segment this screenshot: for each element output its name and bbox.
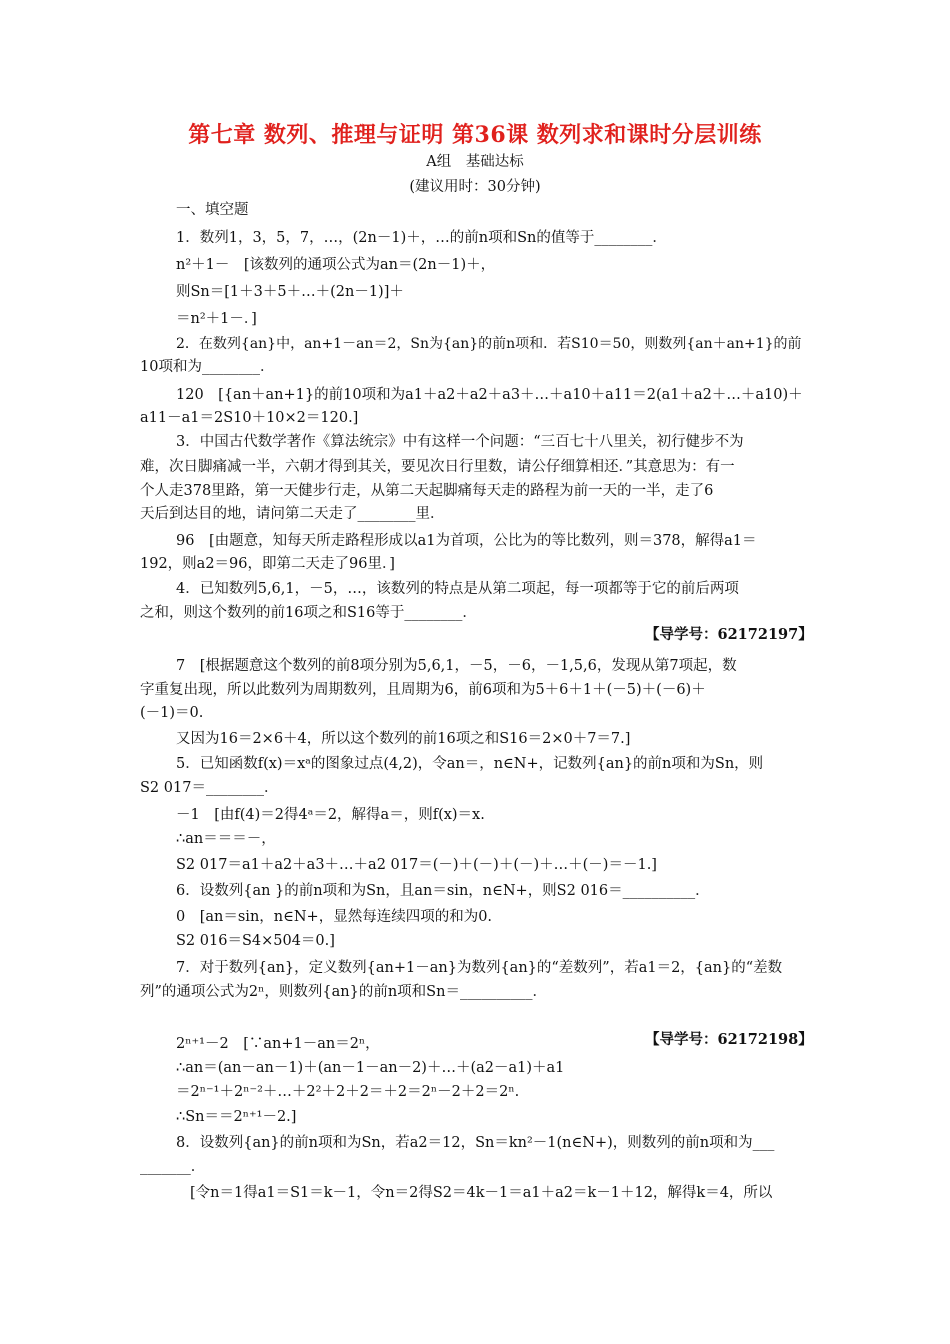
page-title: 第七章 数列、推理与证明 第36课 数列求和课时分层训练	[188, 122, 762, 148]
text-line: 3．中国古代数学著作《算法统宗》中有这样一个问题：“三百七十八里关，初行健步不为	[176, 434, 744, 450]
text-line: (－1)＝0.	[140, 705, 204, 721]
text-line: ＝n²＋1－．]	[176, 311, 257, 327]
text-line: 192，则a2＝96，即第二天走了96里．]	[140, 556, 395, 572]
text-line: ∴an＝(an－an－1)＋(an－1－an－2)＋…＋(a2－a1)＋a1	[176, 1060, 565, 1076]
text-line: 10项和为________．	[140, 359, 275, 375]
text-line: 2ⁿ⁺¹－2 [∵an+1－an＝2ⁿ，	[176, 1036, 380, 1052]
text-line: 0 [an＝sin，n∈N+，显然每连续四项的和为0.	[176, 909, 493, 925]
text-line: n²＋1－ [该数列的通项公式为an＝(2n－1)＋，	[176, 257, 496, 273]
reference-number: 【导学号：62172197】	[645, 626, 813, 643]
text-line: 1．数列1，3，5，7，…，(2n－1)＋，…的前n项和Sn的值等于________．	[176, 230, 667, 246]
text-line: 4．已知数列5,6,1，－5，…，该数列的特点是从第二项起，每一项都等于它的前后两项	[176, 581, 739, 597]
text-line: 2．在数列{an}中，an+1－an＝2，Sn为{an}的前n项和．若S10＝50，则数列{an＋an+1}的前	[176, 336, 802, 352]
text-line: _______．	[140, 1159, 206, 1175]
text-line: S2 017＝a1＋a2＋a3＋…＋a2 017＝(－)＋(－)＋(－)＋…＋(－)＝－1.]	[176, 857, 657, 873]
text-line: ∴an＝＝＝－，	[176, 831, 276, 847]
text-line: ＝2ⁿ⁻¹＋2ⁿ⁻²＋…＋2²＋2＋2＝＋2＝2ⁿ－2＋2＝2ⁿ.	[176, 1084, 520, 1100]
text-line: [令n＝1得a1＝S1＝k－1，令n＝2得S2＝4k－1＝a1＋a2＝k－1＋12，解得k＝4，所以	[190, 1185, 773, 1201]
text-line: S2 017＝________．	[140, 780, 279, 796]
text-line: 7 [根据题意这个数列的前8项分别为5,6,1，－5，－6，－1,5,6，发现从第7项起，数	[176, 658, 737, 674]
text-line: 7．对于数列{an}，定义数列{an+1－an}为数列{an}的“差数列”，若a1＝2，{an}的“差数	[176, 960, 783, 976]
text-line: ∴Sn＝＝2ⁿ⁺¹－2.]	[176, 1109, 297, 1125]
text-line: 120 [{an＋an+1}的前10项和为a1＋a2＋a2＋a3＋…＋a10＋a11＝2(a1＋a2＋…＋a10)＋	[176, 387, 803, 403]
text-line: 难，次日脚痛减一半，六朝才得到其关，要见次日行里数，请公仔细算相还．”其意思为：有一	[140, 459, 735, 475]
text-line: 5．已知函数f(x)＝xᵃ的图象过点(4,2)，令an＝，n∈N+，记数列{an}的前n项和为Sn，则	[176, 756, 764, 772]
group-heading: A组 基础达标	[426, 154, 524, 170]
text-line: 则Sn＝[1＋3＋5＋…＋(2n－1)]＋	[176, 284, 404, 300]
time-note: (建议用时：30分钟)	[409, 179, 541, 195]
text-line: 96 [由题意，知每天所走路程形成以a1为首项，公比为的等比数列，则＝378，解得a1＝	[176, 533, 757, 549]
text-line: 又因为16＝2×6＋4，所以这个数列的前16项之和S16＝2×0＋7＝7.]	[176, 731, 631, 747]
text-line: 字重复出现，所以此数列为周期数列，且周期为6，前6项和为5＋6＋1＋(－5)＋(－6)＋	[140, 682, 706, 698]
text-line: 之和，则这个数列的前16项之和S16等于________．	[140, 605, 477, 621]
text-line: －1 [由f(4)＝2得4ᵃ＝2，解得a＝，则f(x)＝x.	[176, 807, 485, 823]
text-line: 一、填空题	[176, 202, 249, 218]
text-line: 8．设数列{an}的前n项和为Sn，若a2＝12，Sn＝kn²－1(n∈N+)，则数列的前n项和为___	[176, 1135, 775, 1151]
text-line: a11－a1＝2S10＋10×2＝120.]	[140, 410, 359, 426]
text-line: S2 016＝S4×504＝0.]	[176, 933, 335, 949]
text-line: 6．设数列{an }的前n项和为Sn，且an＝sin，n∈N+，则S2 016＝__________．	[176, 883, 710, 899]
text-line: 列”的通项公式为2ⁿ，则数列{an}的前n项和Sn＝__________．	[140, 984, 547, 1000]
reference-number: 【导学号：62172198】	[645, 1031, 813, 1048]
text-line: 个人走378里路，第一天健步行走，从第二天起脚痛每天走的路程为前一天的一半，走了6	[140, 483, 714, 499]
text-line: 天后到达目的地，请问第二天走了________里．	[140, 506, 445, 522]
